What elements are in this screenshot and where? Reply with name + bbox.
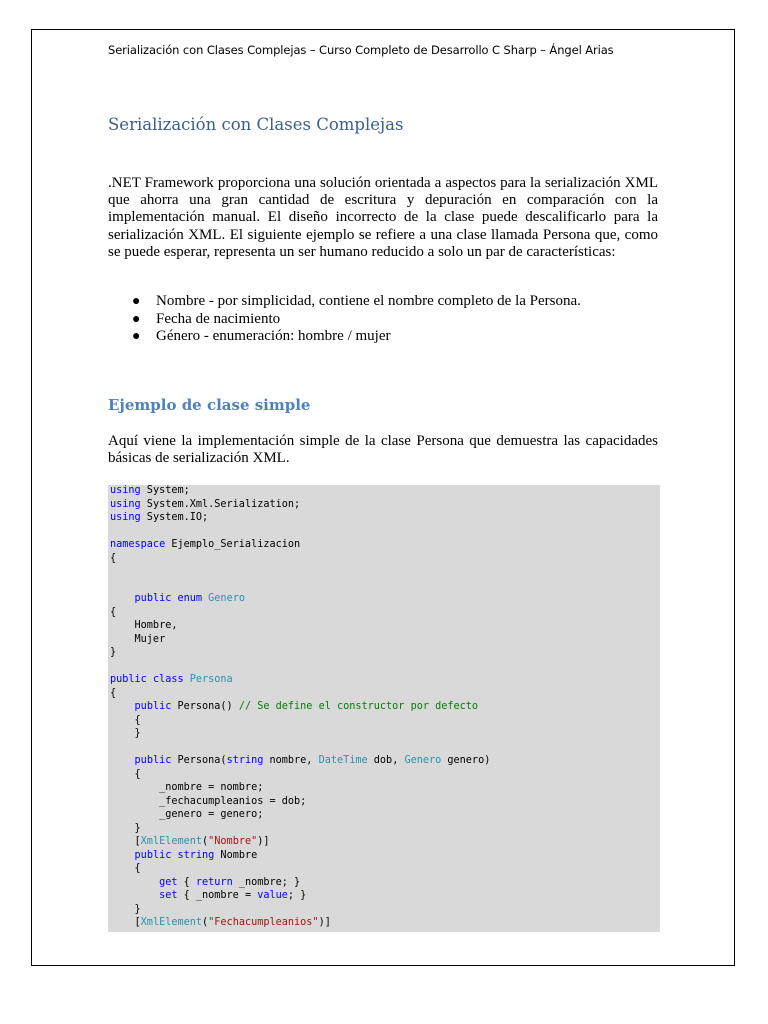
bullet-icon: ●	[132, 311, 141, 327]
code-line	[110, 538, 490, 552]
code-text: {	[110, 687, 117, 699]
code-text: }	[110, 647, 117, 658]
code-text: _nombre; }	[232, 876, 301, 888]
code-line	[110, 781, 490, 795]
code-text: genero)	[441, 755, 491, 766]
section-heading: Ejemplo de clase simple	[108, 396, 311, 414]
code-text: _nombre = nombre;	[110, 782, 264, 793]
code-line	[110, 619, 490, 633]
code-string: "Fechacumpleanios"	[208, 917, 319, 928]
code-line	[110, 646, 490, 660]
code-line	[110, 525, 490, 539]
code-line	[110, 565, 490, 579]
code-line	[110, 511, 490, 525]
bullet-icon: ●	[132, 294, 141, 309]
code-text: (	[202, 917, 209, 928]
section-paragraph: Aquí viene la implementación simple de la clase Persona que demuestra las capacidades básicas de serialización XML.	[108, 433, 658, 467]
code-line	[110, 795, 490, 809]
code-type-name: DateTime	[312, 755, 368, 766]
code-text	[110, 877, 159, 888]
code-text: dob,	[367, 755, 399, 766]
code-text: {	[110, 768, 141, 780]
code-line	[110, 889, 490, 903]
code-keyword: public	[134, 849, 172, 861]
code-keyword: namespace	[110, 539, 166, 550]
code-line	[110, 714, 490, 728]
code-line	[110, 822, 490, 836]
code-text: Mujer	[110, 633, 166, 645]
code-line	[110, 552, 490, 566]
code-type-name: Genero	[398, 755, 442, 766]
code-text	[110, 755, 135, 766]
code-text: )]	[318, 917, 331, 928]
code-keyword: class	[146, 674, 184, 685]
code-line	[110, 727, 490, 741]
code-text: }	[110, 822, 141, 834]
code-line	[110, 849, 490, 863]
code-line	[110, 592, 490, 606]
bullet-icon: ●	[132, 329, 141, 345]
code-keyword: get	[159, 876, 178, 888]
code-keyword: set	[159, 890, 178, 901]
code-line	[110, 754, 490, 768]
code-comment: // Se define el constructor por defecto	[232, 701, 479, 712]
code-line	[110, 808, 490, 822]
code-keyword: public	[134, 755, 172, 766]
code-text: }	[110, 903, 141, 915]
list-item-text: Género - enumeración: hombre / mujer	[156, 328, 391, 345]
code-keyword: value	[251, 890, 288, 901]
code-text: nombre,	[263, 755, 313, 766]
code-text: ; }	[287, 890, 307, 901]
code-text: _fechacumpleanios = dob;	[110, 795, 307, 807]
feature-list	[108, 293, 658, 346]
code-line	[110, 741, 490, 755]
code-text: System.IO;	[140, 512, 209, 523]
code-line	[110, 700, 490, 714]
list-item	[108, 328, 658, 346]
code-text: (	[202, 836, 209, 847]
code-type-name: Genero	[202, 593, 245, 604]
code-text: Ejemplo_Serializacion	[165, 539, 301, 550]
code-text	[110, 701, 135, 712]
code-listing	[110, 484, 490, 930]
code-text: {	[110, 863, 141, 874]
list-item	[108, 311, 658, 329]
code-text	[110, 850, 135, 861]
code-line	[110, 606, 490, 620]
code-text: {	[110, 714, 141, 726]
code-text: [	[110, 836, 141, 847]
intro-paragraph: .NET Framework proporciona una solución orientada a aspectos para la serialización XML que ahorra una gran cantidad de escritura y depuración en comparación con la implementación manual. El diseño incorrecto de la clase puede descalificarlo para la serialización XML. El siguiente ejemplo se refiere a una clase llamada Persona que, como se puede esperar, representa un ser humano reducido a solo un par de características:	[108, 175, 658, 260]
code-line	[110, 579, 490, 593]
code-line	[110, 903, 490, 917]
code-text: Nombre	[214, 849, 258, 861]
code-text: Persona()	[171, 701, 233, 712]
code-text: Persona(	[171, 755, 227, 766]
code-line	[110, 673, 490, 687]
code-line	[110, 835, 490, 849]
code-text	[110, 593, 135, 604]
code-text: {	[110, 552, 117, 564]
code-keyword: string	[226, 755, 264, 766]
code-keyword: string	[171, 849, 215, 861]
code-keyword: public	[134, 593, 172, 604]
code-keyword: using	[110, 485, 141, 496]
code-type-name: Persona	[183, 674, 233, 685]
code-line	[110, 876, 490, 890]
code-line	[110, 916, 490, 930]
code-keyword: enum	[171, 593, 203, 604]
code-keyword: using	[110, 512, 141, 523]
code-line	[110, 660, 490, 674]
code-line	[110, 484, 490, 498]
code-line	[110, 768, 490, 782]
code-line	[110, 687, 490, 701]
code-keyword: return	[189, 876, 233, 888]
code-type-name: XmlElement	[140, 836, 203, 847]
list-item	[108, 293, 658, 311]
code-text: { _nombre =	[177, 890, 252, 901]
code-line	[110, 862, 490, 876]
code-keyword: public	[110, 674, 147, 685]
code-text: {	[110, 606, 117, 618]
code-text: )]	[257, 836, 270, 847]
code-text: System;	[140, 485, 190, 496]
code-text: {	[177, 876, 190, 888]
code-type-name: XmlElement	[140, 917, 203, 928]
list-item-text: Nombre - por simplicidad, contiene el nombre completo de la Persona.	[156, 293, 581, 309]
list-item-text: Fecha de nacimiento	[156, 310, 281, 327]
document-title: Serialización con Clases Complejas	[108, 115, 404, 134]
code-line	[110, 498, 490, 512]
code-text	[110, 890, 159, 901]
code-string: "Nombre"	[208, 836, 258, 847]
code-line	[110, 633, 490, 647]
code-text: Hombre,	[110, 620, 178, 631]
code-keyword: public	[134, 701, 172, 712]
code-text: _genero = genero;	[110, 809, 264, 820]
code-text: }	[110, 728, 141, 739]
running-header: Serialización con Clases Complejas – Curso Completo de Desarrollo C Sharp – Ángel Arias	[108, 43, 614, 57]
code-text: System.Xml.Serialization;	[140, 498, 301, 510]
code-keyword: using	[110, 498, 141, 510]
code-text: [	[110, 917, 141, 928]
